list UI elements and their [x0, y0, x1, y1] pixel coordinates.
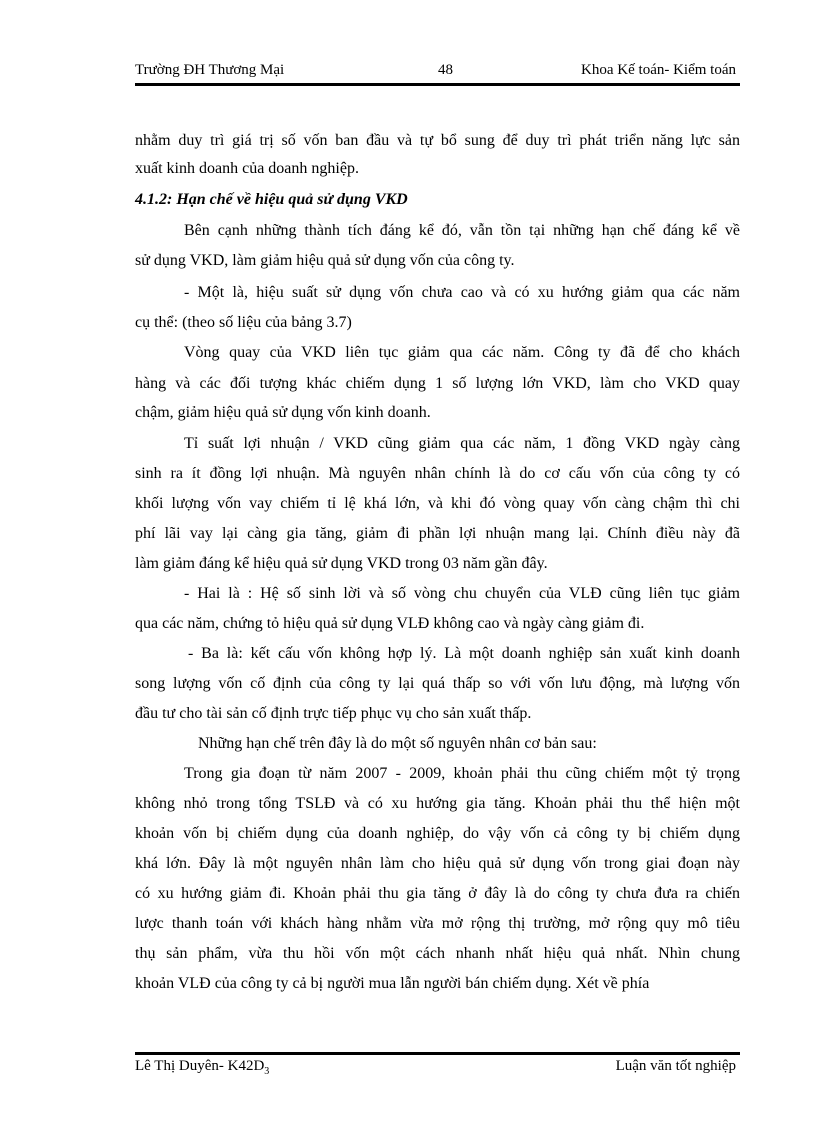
author-subscript: 3 — [264, 1066, 270, 1077]
text-line: sử dụng VKD, làm giảm hiệu quả sử dụng vốn của công ty. — [135, 252, 515, 269]
text-line: Những hạn chế trên đây là do một số nguyên nhân cơ bản sau: — [198, 735, 597, 752]
text-line: làm giảm đáng kể hiệu quả sử dụng VKD trong 03 năm gần đây. — [135, 555, 548, 572]
text-line: phí lãi vay lại càng gia tăng, giảm đi phần lợi nhuận mang lại. Chính điều này đã — [135, 525, 740, 542]
text-line: qua các năm, chứng tỏ hiệu quả sử dụng VLĐ không cao và ngày càng giảm đi. — [135, 615, 645, 632]
text-line: hàng và các đối tượng khác chiếm dụng 1 số lượng lớn VKD, làm cho VKD quay — [135, 375, 740, 392]
footer-rule — [135, 1052, 740, 1055]
text-line: không nhỏ trong tổng TSLĐ và có xu hướng gia tăng. Khoản phải thu thể hiện một — [135, 795, 740, 812]
text-line: Bên cạnh những thành tích đáng kể đó, vẫn tồn tại những hạn chế đáng kể về — [184, 222, 740, 239]
header-rule — [135, 83, 740, 86]
text-line: - Ba là: kết cấu vốn không hợp lý. Là một doanh nghiệp sản xuất kinh doanh — [188, 645, 740, 662]
page-header — [135, 58, 740, 82]
text-line: khoản VLĐ của công ty cả bị người mua lẫn người bán chiếm dụng. Xét về phía — [135, 975, 650, 992]
text-line: Tỉ suất lợi nhuận / VKD cũng giảm qua các năm, 1 đồng VKD ngày càng — [184, 435, 740, 452]
text-line: - Một là, hiệu suất sử dụng vốn chưa cao và có xu hướng giảm qua các năm — [184, 284, 740, 301]
page-footer — [135, 1058, 740, 1082]
text-line: đầu tư cho tài sản cố định trực tiếp phục vụ cho sản xuất thấp. — [135, 705, 532, 722]
faculty-name: Khoa Kế toán- Kiểm toán — [581, 62, 736, 78]
text-line: khối lượng vốn vay chiếm tỉ lệ khá lớn, và khi đó vòng quay vốn càng chậm thì chi — [135, 495, 740, 512]
document-type: Luận văn tốt nghiệp — [615, 1058, 736, 1074]
text-line: nhằm duy trì giá trị số vốn ban đầu và tự bổ sung để duy trì phát triển năng lực sản — [135, 132, 740, 149]
text-line: - Hai là : Hệ số sinh lời và số vòng chu chuyển của VLĐ cũng liên tục giảm — [184, 585, 740, 602]
text-line: thụ sản phẩm, vừa thu hồi vốn một cách nhanh nhất hiệu quả nhất. Nhìn chung — [135, 945, 740, 962]
text-line: có xu hướng giảm đi. Khoản phải thu gia tăng ở đây là do công ty chưa đưa ra chiến — [135, 885, 740, 902]
text-line: sinh ra ít đồng lợi nhuận. Mà nguyên nhân chính là do cơ cấu vốn của công ty có — [135, 465, 740, 482]
section-heading: 4.1.2: Hạn chế về hiệu quả sử dụng VKD — [135, 191, 408, 208]
text-line: Vòng quay của VKD liên tục giảm qua các năm. Công ty đã để cho khách — [184, 344, 740, 361]
page-number: 48 — [438, 62, 453, 78]
text-line: cụ thể: (theo số liệu của bảng 3.7) — [135, 314, 352, 331]
text-line: chậm, giảm hiệu quả sử dụng vốn kinh doanh. — [135, 404, 431, 421]
text-line: khá lớn. Đây là một nguyên nhân làm cho hiệu quả sử dụng vốn trong giai đoạn này — [135, 855, 740, 872]
school-name: Trường ĐH Thương Mại — [135, 62, 285, 78]
author-text: Lê Thị Duyên- K42D — [135, 1058, 265, 1074]
text-line: khoản vốn bị chiếm dụng của doanh nghiệp, do vậy vốn cả công ty bị chiếm dụng — [135, 825, 740, 842]
author-name — [135, 1058, 269, 1077]
text-line: xuất kinh doanh của doanh nghiệp. — [135, 160, 359, 177]
text-line: Trong gia đoạn từ năm 2007 - 2009, khoản phải thu cũng chiếm một tỷ trọng — [184, 765, 740, 782]
text-line: song lượng vốn cố định của công ty lại quá thấp so với vốn lưu động, mà lượng vốn — [135, 675, 740, 692]
text-line: lược thanh toán với khách hàng nhằm vừa mở rộng thị trường, mở rộng quy mô tiêu — [135, 915, 740, 932]
